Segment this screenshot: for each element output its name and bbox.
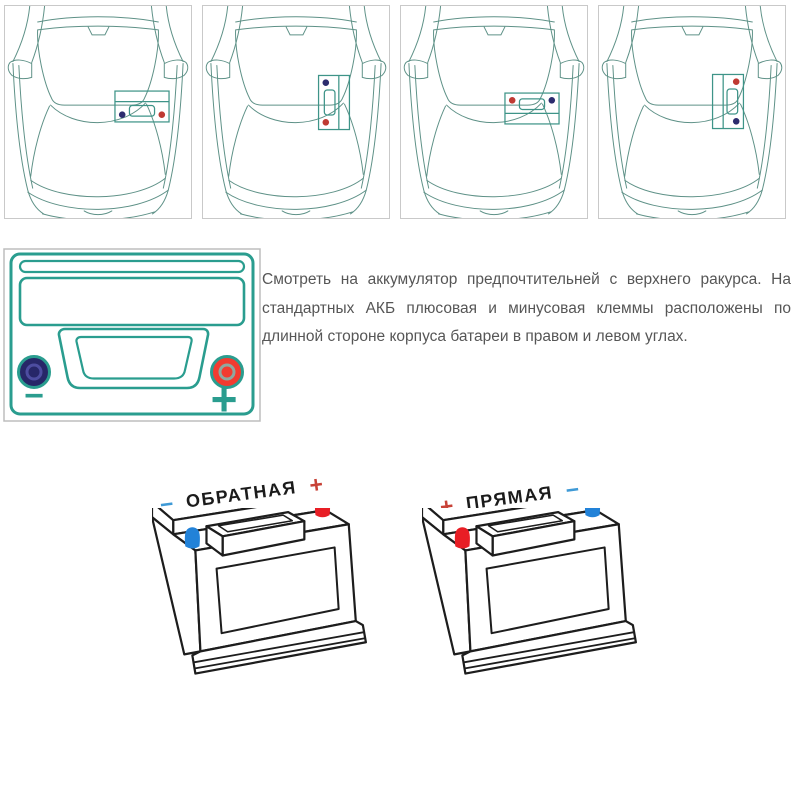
figure-reverse-polarity — [150, 470, 390, 763]
battery-location-marker-vertical — [318, 75, 351, 131]
car-panel-2 — [202, 5, 390, 219]
plus-sign: + — [210, 373, 238, 422]
battery-location-marker-horizontal-flipped — [504, 92, 560, 125]
plus-sign: + — [438, 492, 455, 520]
minus-sign: − — [24, 377, 44, 415]
battery-3d-direct-icon — [422, 508, 648, 714]
minus-sign: − — [563, 475, 581, 504]
battery-location-marker-horizontal — [114, 90, 170, 123]
battery-top-view-diagram — [3, 248, 261, 422]
battery-location-marker-vertical-flipped — [712, 74, 745, 130]
car-top-view-icon — [599, 6, 785, 218]
figure-title: ОБРАТНАЯ — [184, 477, 298, 512]
description-paragraph: Смотреть на аккумулятор предпочтительней с верхнего ракурса. На стандартных АКБ плюсовая и минусовая клеммы расположены по длинной стороне корпуса батареи в правом и левом углах. — [262, 271, 791, 345]
battery-3d-reverse-icon — [152, 508, 378, 714]
car-panel-1 — [4, 5, 192, 219]
car-top-view-icon — [203, 6, 389, 218]
car-panels-row — [4, 5, 786, 219]
car-panel-4 — [598, 5, 786, 219]
car-panel-3 — [400, 5, 588, 219]
minus-sign: − — [158, 490, 175, 518]
figure-title: ПРЯМАЯ — [464, 482, 555, 514]
plus-sign: + — [307, 470, 325, 499]
figure-direct-polarity — [420, 475, 660, 763]
